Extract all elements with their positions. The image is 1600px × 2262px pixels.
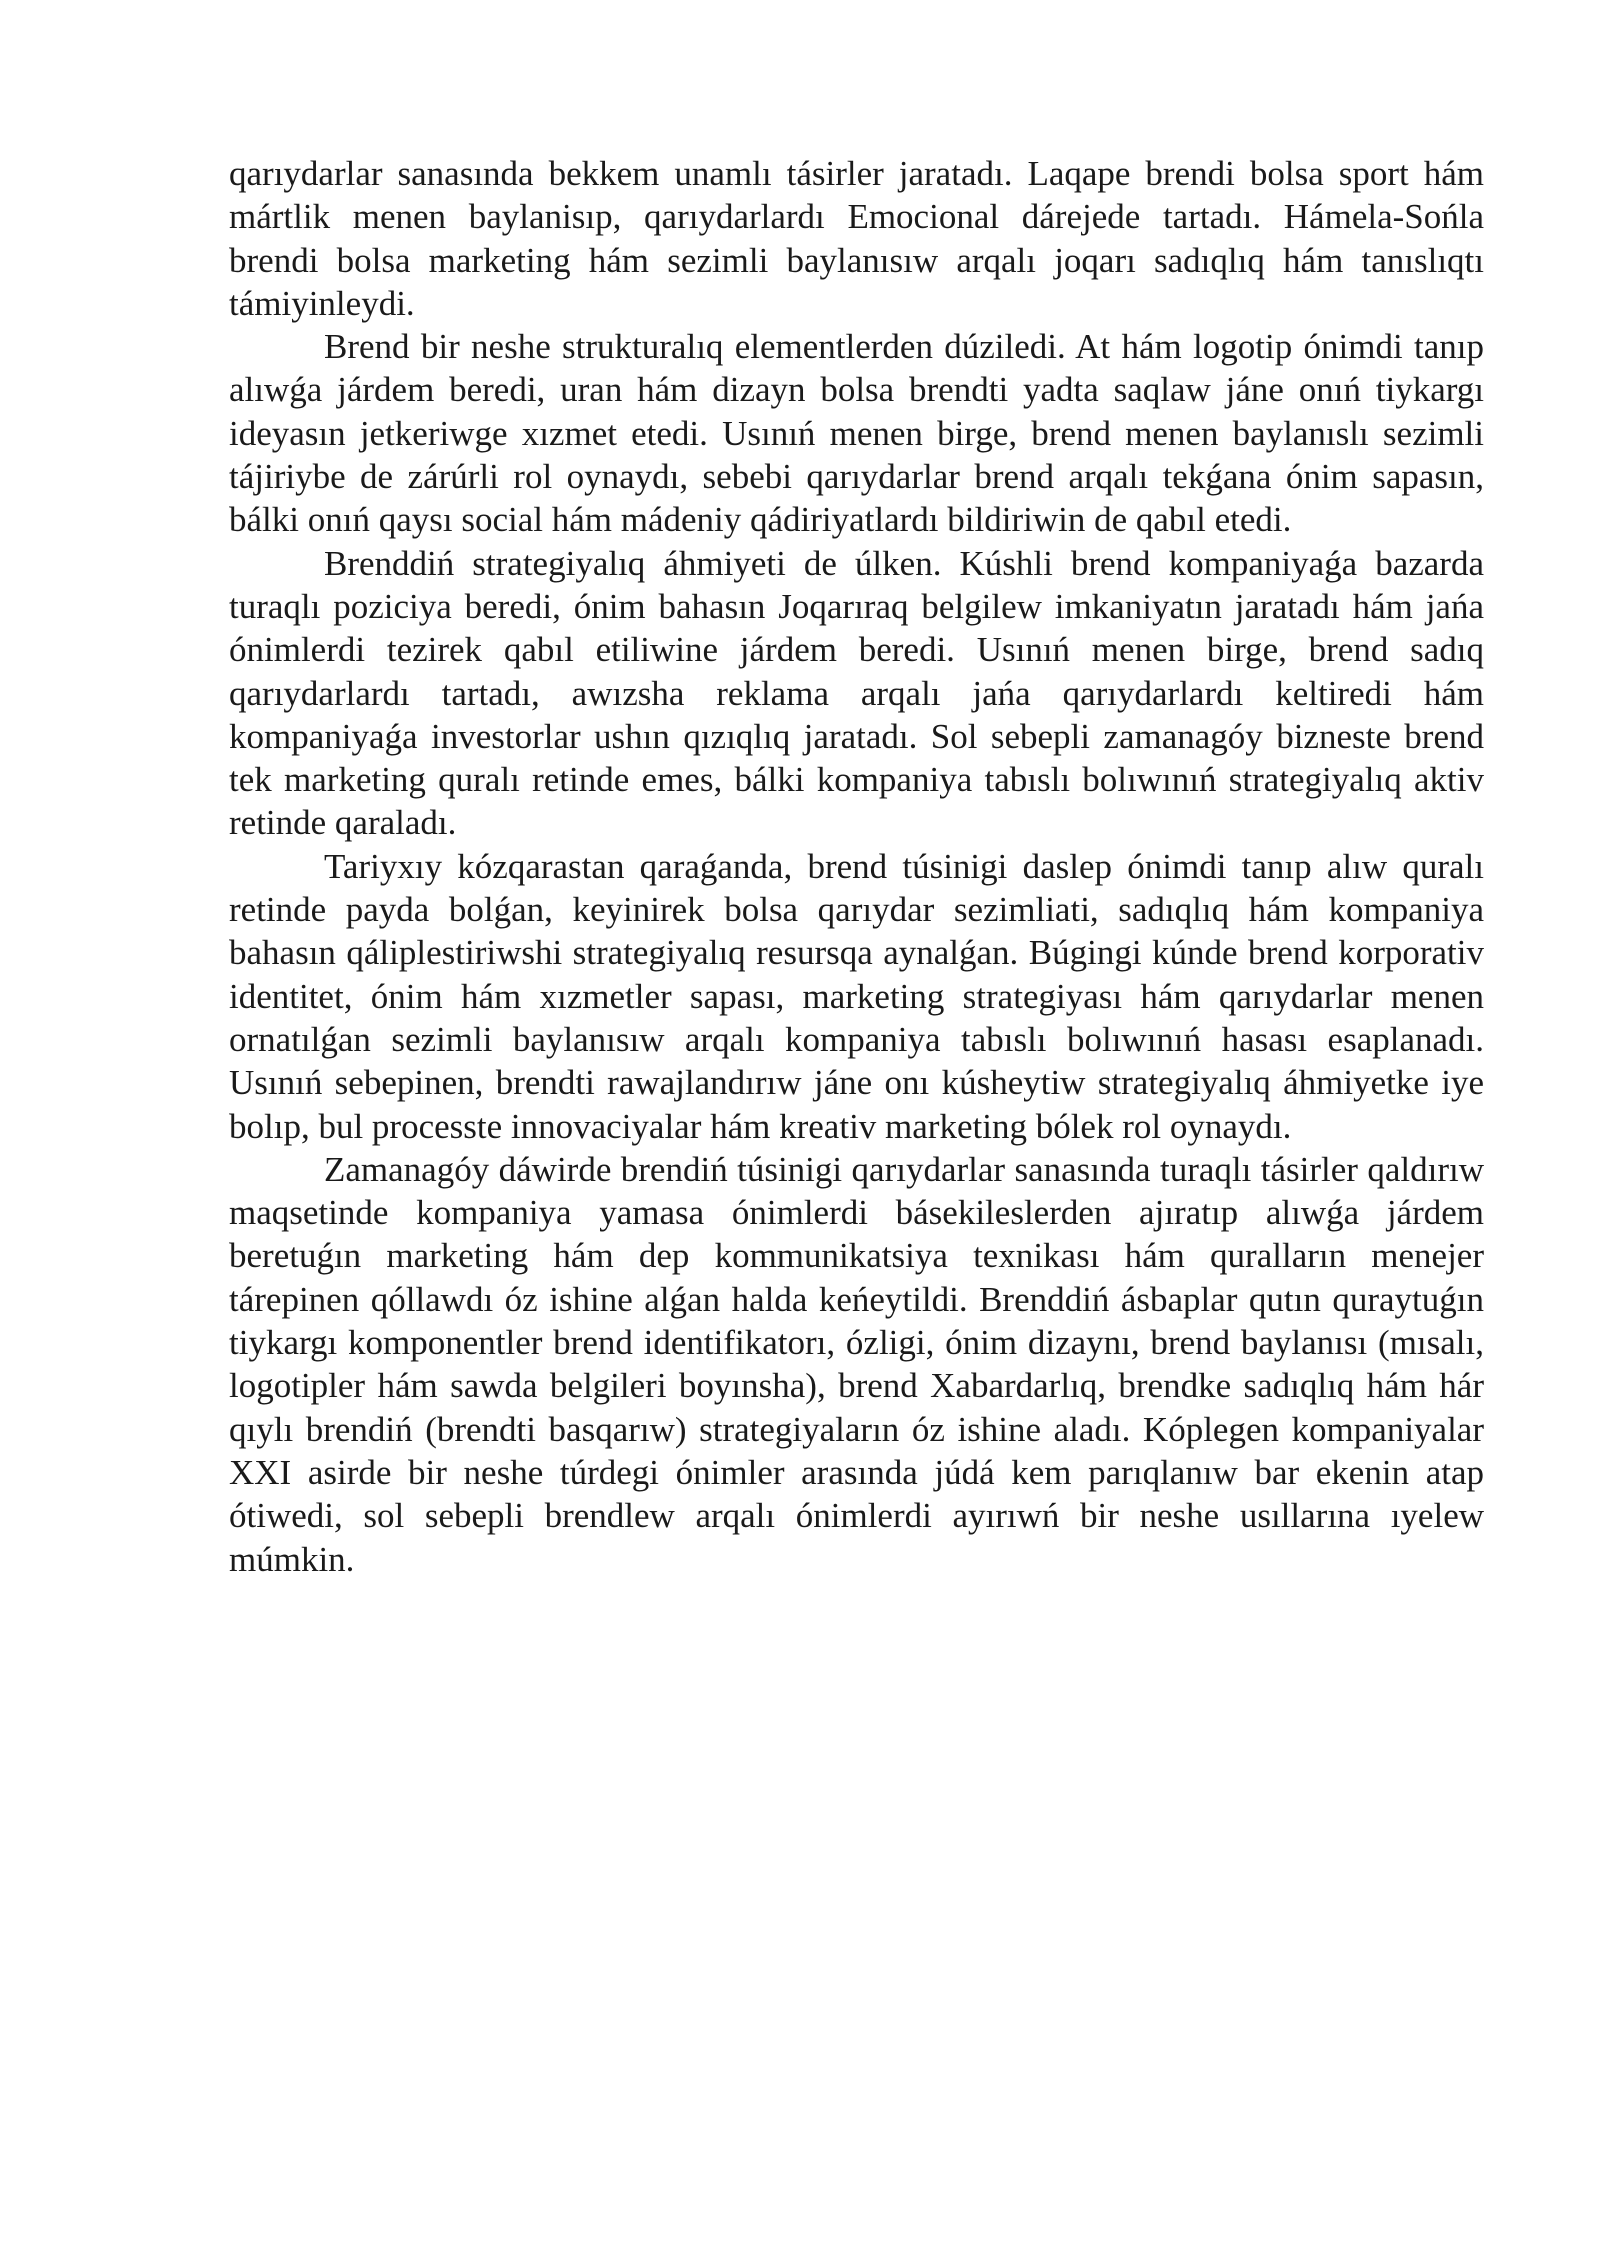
paragraph-brand-structure: Brend bir neshe strukturalıq elementlerden dúziledi. At hám logotip ónimdi tanıp alıwǵa járdem beredi, uran hám dizayn bolsa brendti yadta saqlaw jáne onıń tiykargı ideyasın jetkeriwge xızmet etedi. Usınıń menen birge, brend menen baylanıslı sezimli tájiriybe de zárúrli rol oynaydı, sebebi qarıydarlar brend arqalı tekǵana ónim sapasın, bálki onıń qaysı social hám mádeniy qádiriyatlardı bildiriwin de qabıl etedi. xyxy=(229,327,1484,540)
paragraph-modern-brand: Zamanagóy dáwirde brendiń túsinigi qarıydarlar sanasında turaqlı tásirler qaldırıw maqsetinde kompaniya yamasa ónimlerdi básekileslerden ajıratıp alıwǵa járdem beretuǵın marketing hám dep kommunikatsiya texnikası hám quralların menejer tárepinen qóllawdı óz ishine alǵan halda keńeytildi. Brenddiń ásbaplar qutın quraytuǵın tiykargı komponentler brend identifikatorı, ózligi, ónim dizaynı, brend baylanısı (mısalı, logotipler hám sawda belgileri boyınsha), brend Xabardarlıq, brendke sadıqlıq hám hár qıylı brendiń (brendti basqarıw) strategiyaların óz ishine aladı. Kóplegen kompaniyalar XXI asirde bir neshe túrdegi ónimler arasında júdá kem parıqlanıw bar ekenin atap ótiwedi, sol sebepli brendlew arqalı ónimlerdi ayırıwń bir neshe usıllarına ıyelew múmkin. xyxy=(229,1149,1484,1579)
paragraph-brand-history: Tariyxıy kózqarastan qaraǵanda, brend túsinigi daslep ónimdi tanıp alıw quralı retinde payda bolǵan, keyinirek bolsa qarıydar sezimliati, sadıqlıq hám kompaniya bahasın qáliplestiriwshi strategiyalıq resursqa aynalǵan. Búgingi kúnde brend korporativ identitet, ónim hám xızmetler sapası, marketing strategiyası hám qarıydarlar menen ornatılǵan sezimli baylanısıw arqalı kompaniya tabıslı bolıwınıń hasası esaplanadı. Usınıń sebepinen, brendti rawajlandırıw jáne onı kúsheytiw strategiyalıq áhmiyetke iye bolıp, bul processte innovaciyalar hám kreativ marketing bólek rol oynaydı. xyxy=(229,846,1484,1146)
body-text xyxy=(229,152,1484,1581)
paragraph-continuation: qarıydarlar sanasında bekkem unamlı tásirler jaratadı. Laqape brendi bolsa sport hám mártlik menen baylanisıp, qarıydarlardı Emocional dárejede tartadı. Hámela-Sońla brendi bolsa marketing hám sezimli baylanısıw arqalı joqarı sadıqlıq hám tanıslıqtı támiyinleydi. xyxy=(229,154,1484,323)
paragraph-brand-strategy: Brenddiń strategiyalıq áhmiyeti de úlken. Kúshli brend kompaniyaǵa bazarda turaqlı poziciya beredi, ónim bahasın Joqarıraq belgilew imkaniyatın jaratadı hám jańa ónimlerdi tezirek qabıl etiliwine járdem beredi. Usınıń menen birge, brend sadıq qarıydarlardı tartadı, awızsha reklama arqalı jańa qarıydarlardı keltiredi hám kompaniyaǵa investorlar ushın qızıqlıq jaratadı. Sol sebepli zamanagóy bizneste brend tek marketing quralı retinde emes, bálki kompaniya tabıslı bolıwınıń strategiyalıq aktiv retinde qaraladı. xyxy=(229,543,1484,843)
